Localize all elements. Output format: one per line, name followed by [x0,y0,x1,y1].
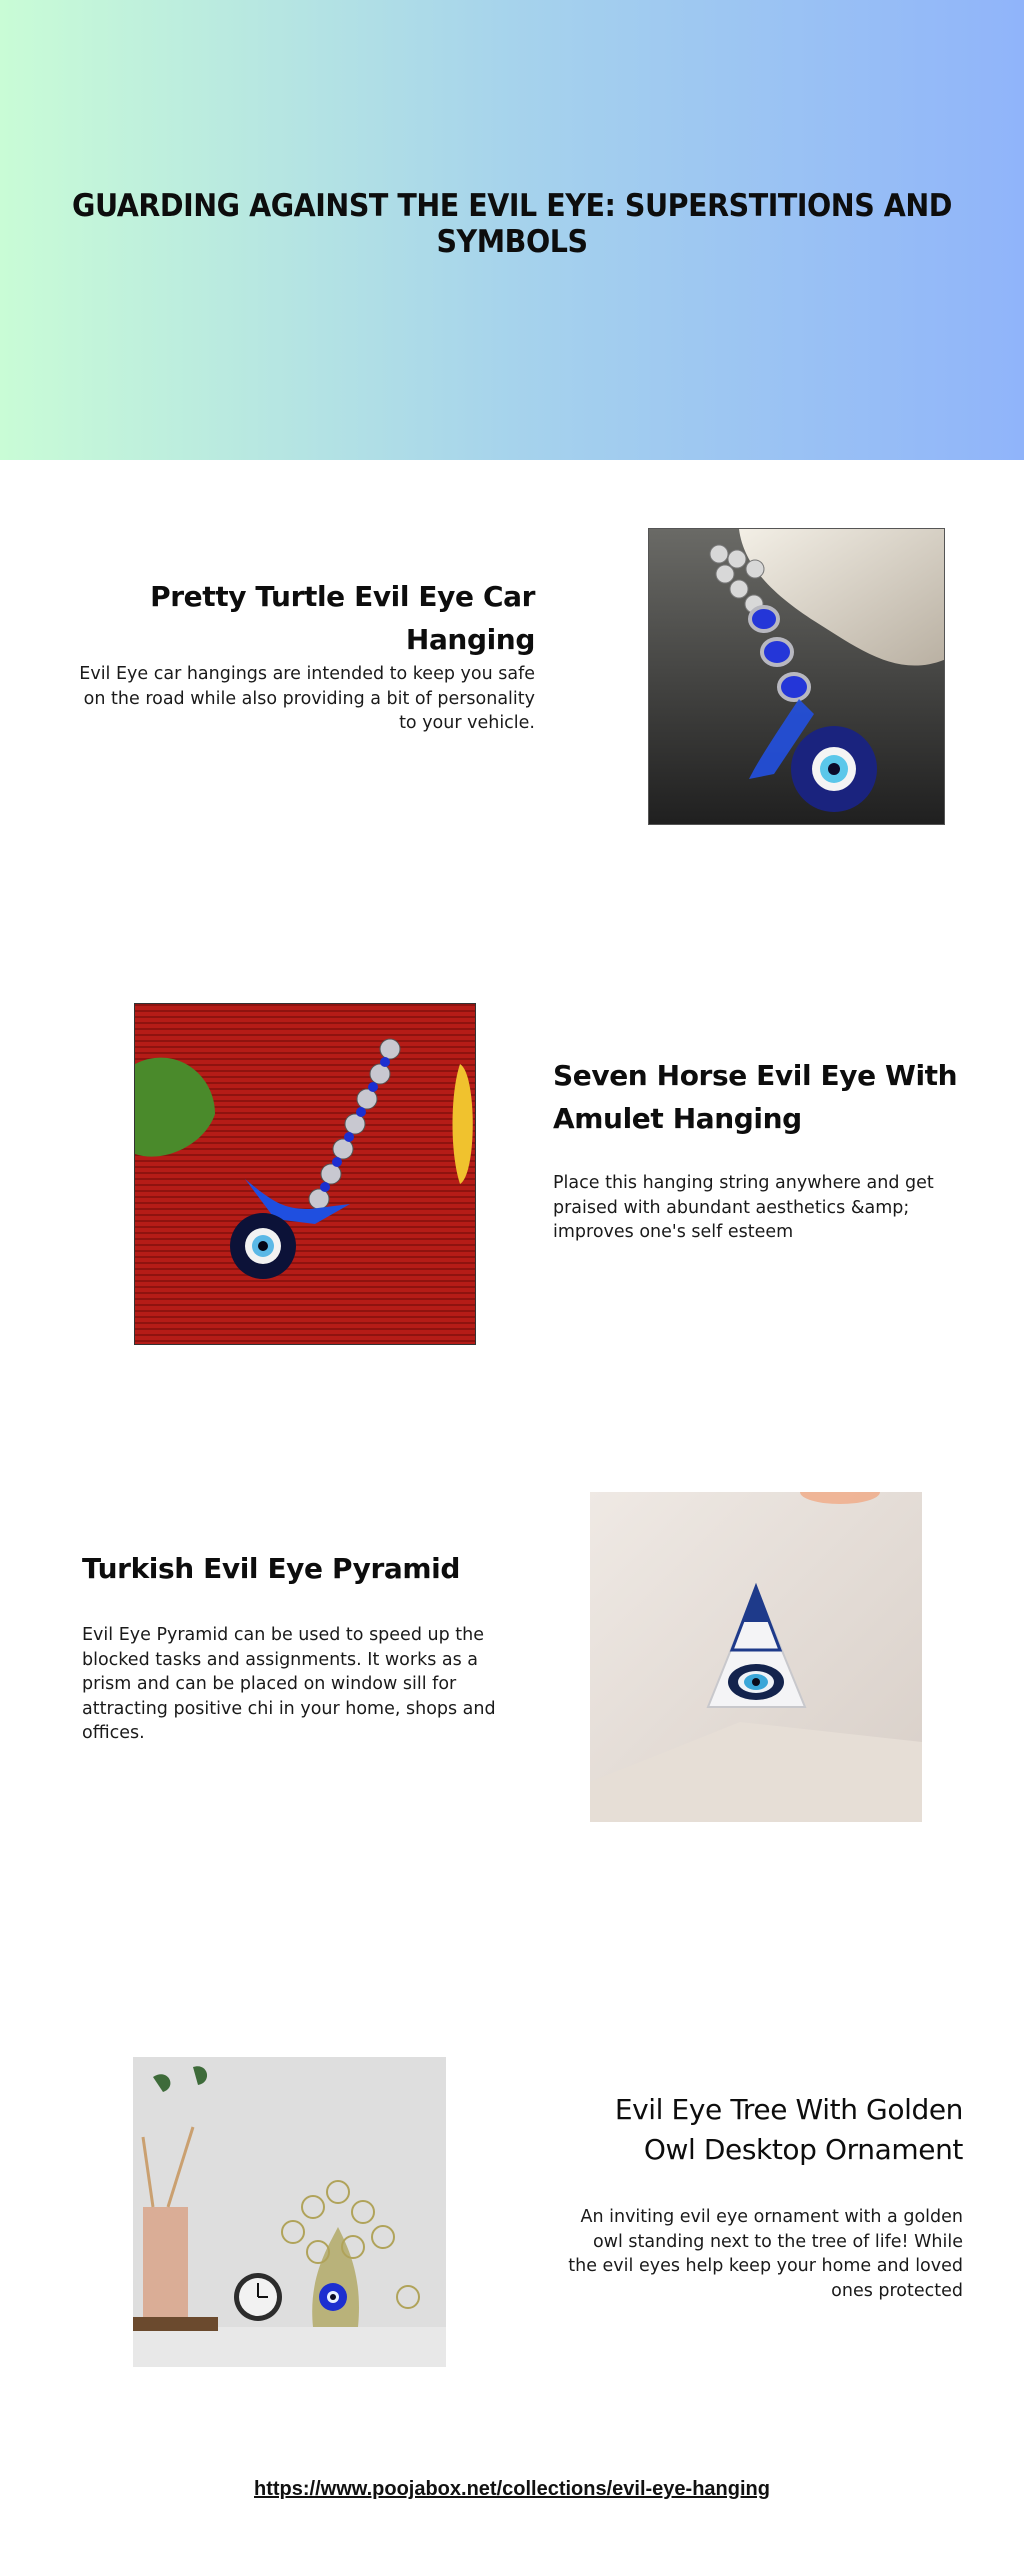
collection-link[interactable]: https://www.poojabox.net/collections/evil-eye-hanging [254,2478,770,2500]
section-1-description: Evil Eye car hangings are intended to keep you safe on the road while also providing a bit of personality to your vehicle. [79,664,535,733]
page-title: GUARDING AGAINST THE EVIL EYE: SUPERSTITIONS AND SYMBOLS [72,188,952,260]
section-2-title: Seven Horse Evil Eye With Amulet Hanging [553,1059,958,1135]
section-2-description: Place this hanging string anywhere and get praised with abundant aesthetics &amp; improves one's self esteem [553,1173,934,1242]
section-3-description: Evil Eye Pyramid can be used to speed up the blocked tasks and assignments. It works as a prism and can be placed on window sill for attracting positive chi in your home, shops and offices. [82,1625,496,1743]
section-3-title: Turkish Evil Eye Pyramid [82,1552,460,1585]
turtle-car-hanging-image [648,528,945,825]
section-4-description: An inviting evil eye ornament with a golden owl standing next to the tree of life! While the evil eyes help keep your home and loved ones protected [568,2207,963,2301]
section-1-title: Pretty Turtle Evil Eye Car Hanging [150,580,535,656]
section-4-title: Evil Eye Tree With Golden Owl Desktop Ornament [614,2093,963,2166]
owl-tree-ornament-image [133,2057,446,2367]
evil-eye-pyramid-image [590,1492,922,1822]
seven-horse-hanging-image [134,1003,476,1345]
hero-banner [0,0,1024,460]
